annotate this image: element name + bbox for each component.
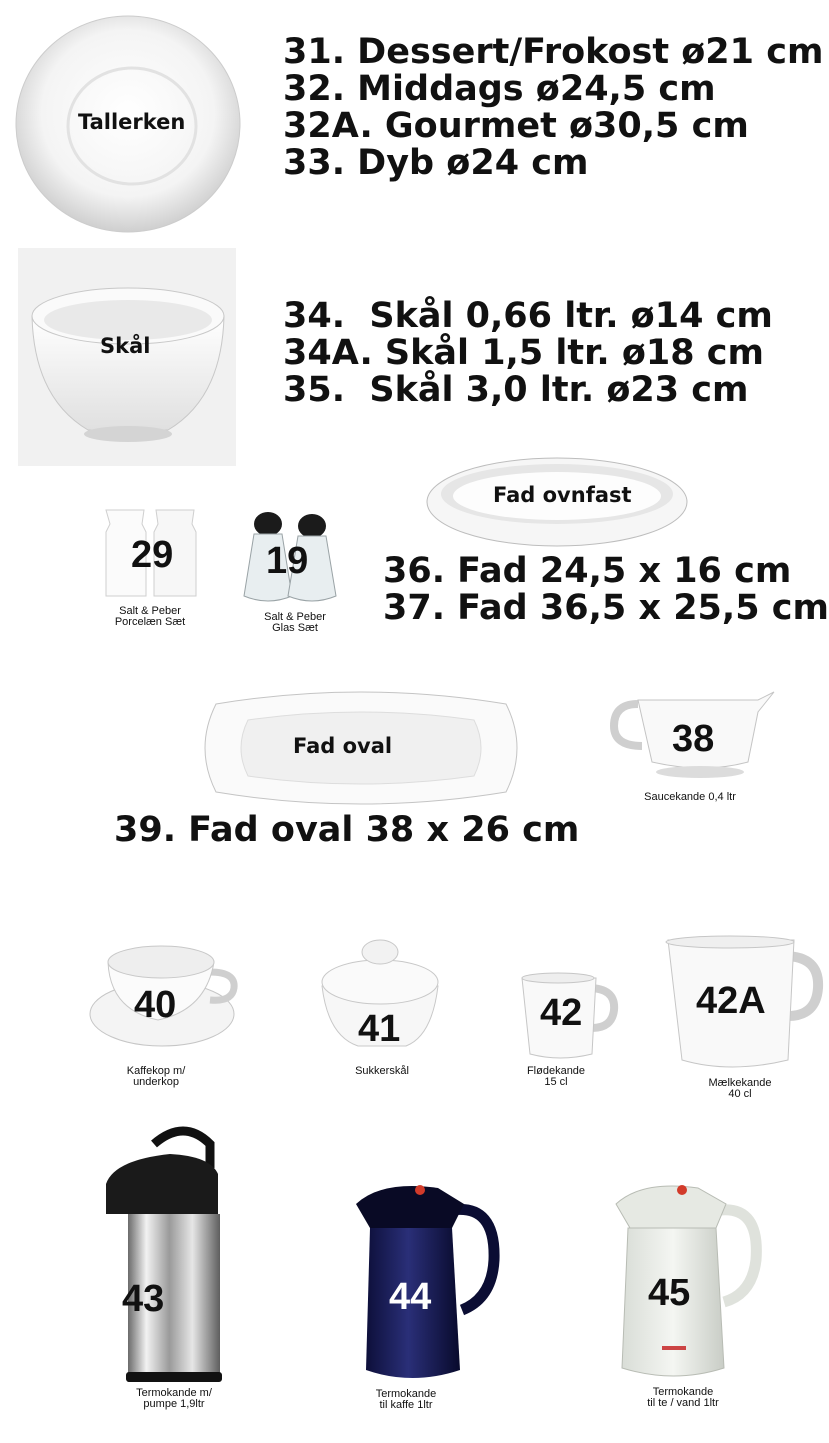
oval-platter-label: Fad oval <box>293 734 393 758</box>
plate-line-33: 33. Dyb ø24 cm <box>283 143 589 183</box>
plate-image-label: Tallerken <box>78 110 186 134</box>
glass-shakers-number: 19 <box>266 540 309 582</box>
milk-jug-caption-2: 40 cl <box>728 1088 752 1100</box>
ovenproof-dish-label: Fad ovnfast <box>493 483 632 507</box>
plate-line-31: 31. Dessert/Frokost ø21 cm <box>283 32 824 72</box>
pump-thermos-number: 43 <box>122 1278 165 1320</box>
plate-line-32a: 32A. Gourmet ø30,5 cm <box>283 106 749 146</box>
coffee-thermos-number: 44 <box>389 1276 432 1318</box>
creamer-caption-1: Flødekande <box>526 1065 586 1077</box>
coffee-thermos-caption-1: Termokande <box>375 1388 437 1400</box>
tea-thermos-caption-2: til te / vand 1ltr <box>647 1397 719 1409</box>
coffee-thermos-caption-2: til kaffe 1ltr <box>379 1399 433 1411</box>
glass-shakers-caption-2: Glas Sæt <box>272 622 318 634</box>
bowl-line-35: 35. Skål 3,0 ltr. ø23 cm <box>283 370 749 410</box>
sugar-bowl-caption-1: Sukkerskål <box>355 1065 409 1077</box>
porcelain-shakers-caption-1: Salt & Peber <box>119 605 181 617</box>
oval-line-39: 39. Fad oval 38 x 26 cm <box>114 810 580 850</box>
milk-jug-caption-1: Mælkekande <box>708 1077 772 1089</box>
ovenproof-line-37: 37. Fad 36,5 x 25,5 cm <box>383 588 829 628</box>
sauce-jug-number: 38 <box>672 718 715 760</box>
cup-saucer-caption-1: Kaffekop m/ <box>126 1065 186 1077</box>
cup-saucer-number: 40 <box>134 984 177 1026</box>
porcelain-shakers-caption-2: Porcelæn Sæt <box>114 616 186 628</box>
sauce-jug-caption: Saucekande 0,4 ltr <box>644 791 736 803</box>
plate-line-32: 32. Middags ø24,5 cm <box>283 69 716 109</box>
pump-thermos-caption-2: pumpe 1,9ltr <box>143 1398 205 1410</box>
bowl-line-34a: 34A. Skål 1,5 ltr. ø18 cm <box>283 333 765 373</box>
bowl-line-34: 34. Skål 0,66 ltr. ø14 cm <box>283 296 773 336</box>
tea-thermos-number: 45 <box>648 1272 691 1314</box>
tea-thermos-caption-1: Termokande <box>652 1386 714 1398</box>
ovenproof-line-36: 36. Fad 24,5 x 16 cm <box>383 551 792 591</box>
sugar-bowl-number: 41 <box>358 1008 401 1050</box>
creamer-caption-2: 15 cl <box>544 1076 568 1088</box>
pump-thermos-image <box>100 1124 228 1384</box>
pump-thermos-caption-1: Termokande m/ <box>136 1387 212 1399</box>
cup-saucer-caption-2: underkop <box>133 1076 179 1088</box>
porcelain-shakers-number: 29 <box>131 534 174 576</box>
bowl-image-label: Skål <box>100 334 151 358</box>
creamer-number: 42 <box>540 992 583 1034</box>
glass-shakers-caption-1: Salt & Peber <box>264 611 326 623</box>
milk-jug-number: 42A <box>696 980 766 1022</box>
